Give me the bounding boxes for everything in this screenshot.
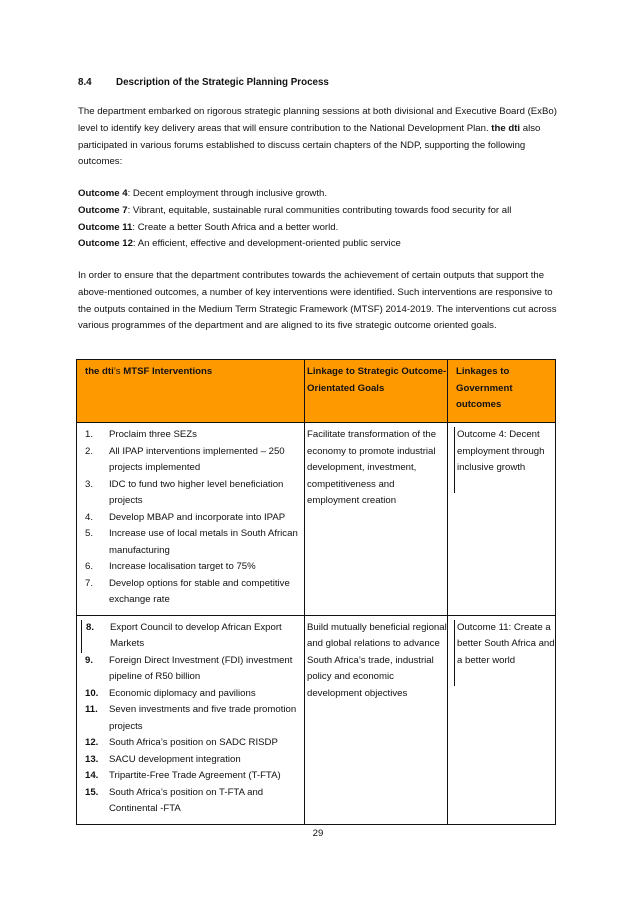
interventions-cell (77, 615, 305, 824)
outcome-item (78, 236, 558, 253)
list-item (81, 752, 302, 769)
item-number: 12. (85, 737, 99, 748)
item-text: Develop options for stable and competitive exchange rate (109, 577, 290, 605)
list-item (81, 785, 302, 818)
item-text: Export Council to develop African Export Markets (110, 621, 282, 649)
list-item (81, 768, 302, 785)
interventions-list (81, 620, 302, 818)
outcome-text: : Create a better South Africa and a better world. (132, 221, 339, 233)
list-item (81, 526, 302, 559)
list-item (81, 444, 302, 477)
item-text: Proclaim three SEZs (109, 429, 197, 440)
item-number: 13. (85, 753, 99, 765)
page-number: 29 (312, 828, 324, 839)
table-row (77, 615, 556, 824)
interventions-list (81, 427, 302, 609)
list-item (81, 702, 302, 735)
list-item (81, 653, 302, 686)
item-number: 2. (85, 445, 94, 457)
government-outcome-cell (448, 423, 556, 616)
intro-paragraph (78, 104, 558, 171)
item-text: Develop MBAP and incorporate into IPAP (109, 511, 286, 523)
table-row (77, 423, 556, 616)
header-strategic-goals: Linkage to Strategic Outcome-Orientated Goals (305, 360, 448, 423)
government-outcome-text: Outcome 4: Decent employment through inclusive growth (454, 427, 555, 493)
government-outcome-cell (448, 615, 556, 824)
intro-text-1: The department embarked on rigorous strategic planning sessions at both divisional and Executive Board (ExBo) level to identify key delivery areas that will ensure contribution to the National Development Plan. (78, 106, 557, 134)
list-item (81, 576, 302, 609)
outcome-text: : An efficient, effective and development-oriented public service (132, 238, 401, 250)
item-text: South Africa’s position on T-FTA and Continental -FTA (109, 786, 264, 814)
item-text: Tripartite-Free Trade Agreement (T-FTA) (109, 770, 281, 781)
header-mtsf: MTSF Interventions (120, 366, 213, 377)
outcome-label: Outcome 4 (78, 188, 128, 199)
outcome-text: : Decent employment through inclusive growth. (127, 188, 328, 199)
section-title: Description of the Strategic Planning Process (116, 77, 329, 88)
outcome-text: : Vibrant, equitable, sustainable rural communities contributing towards food security for all (127, 204, 512, 216)
item-number: 5. (85, 528, 94, 539)
intro-text-2: also participated in various forums established to discuss certain chapters of the NDP, supporting the following outcomes: (78, 122, 541, 168)
list-item (81, 686, 302, 703)
item-text: Foreign Direct Investment (FDI) investment pipeline of R50 billion (109, 654, 293, 682)
list-item (81, 735, 302, 752)
interventions-paragraph: In order to ensure that the department contributes towards the achievement of certain outputs that support the above-mentioned outcomes, a number of key interventions were identified. Such interventions are responsive to the outputs contained in the Medium Term Strategic Framework (MTSF) 2014-2019. The interventions cut across various programmes of the department and are aligned to its five strategic outcome oriented goals. (78, 270, 557, 332)
item-number: 4. (85, 511, 94, 523)
item-number: 9. (85, 654, 94, 666)
table-header-row (77, 360, 556, 423)
outcome-label: Outcome 12 (78, 238, 133, 250)
outcomes-list (78, 186, 558, 253)
header-dti-bold: the dti (85, 366, 114, 377)
item-text: All IPAP interventions implemented – 250 projects implemented (109, 445, 285, 473)
list-item (81, 427, 302, 444)
list-item (81, 510, 302, 527)
item-number: 14. (85, 770, 99, 781)
interventions-cell (77, 423, 305, 616)
list-item (81, 559, 302, 576)
strategic-goal-cell: Facilitate transformation of the economy to promote industrial development, investment, competitiveness and employment creation (305, 423, 448, 616)
item-number: 10. (85, 687, 99, 699)
outcome-label: Outcome 7 (78, 204, 128, 216)
item-text: Increase use of local metals in South African manufacturing (109, 528, 298, 556)
header-apostrophe: ’s (113, 366, 121, 377)
outcome-label: Outcome 11 (78, 221, 133, 233)
item-number: 3. (85, 478, 94, 490)
item-text: Seven investments and five trade promotion projects (109, 704, 297, 732)
item-number: 7. (85, 577, 94, 589)
item-text: South Africa’s position on SADC RISDP (109, 737, 278, 748)
item-text: IDC to fund two higher level beneficiation projects (109, 478, 284, 506)
list-item (81, 477, 302, 510)
item-text: Economic diplomacy and pavilions (109, 687, 256, 699)
header-government-outcomes: Linkages to Government outcomes (448, 360, 556, 423)
item-number: 6. (85, 561, 94, 572)
list-item (81, 620, 302, 653)
section-number: 8.4 (78, 77, 92, 88)
outcome-item (78, 203, 558, 220)
item-number: 15. (85, 786, 99, 798)
outcome-item (78, 220, 558, 237)
mtsf-interventions-table (76, 359, 556, 825)
item-text: SACU development integration (109, 753, 241, 765)
item-number: 1. (85, 429, 94, 440)
item-number: 11. (85, 704, 98, 715)
government-outcome-text: Outcome 11: Create a better South Africa and a better world (454, 620, 555, 686)
section-heading (78, 77, 329, 88)
header-interventions (77, 360, 305, 423)
intro-bold-dti: the dti (491, 122, 521, 134)
strategic-goal-cell: Build mutually beneficial regional and global relations to advance South Africa’s trade, industrial policy and economic development objectives (305, 615, 448, 824)
item-text: Increase localisation target to 75% (109, 561, 256, 572)
outcome-item (78, 186, 558, 203)
item-number: 8. (81, 620, 110, 653)
